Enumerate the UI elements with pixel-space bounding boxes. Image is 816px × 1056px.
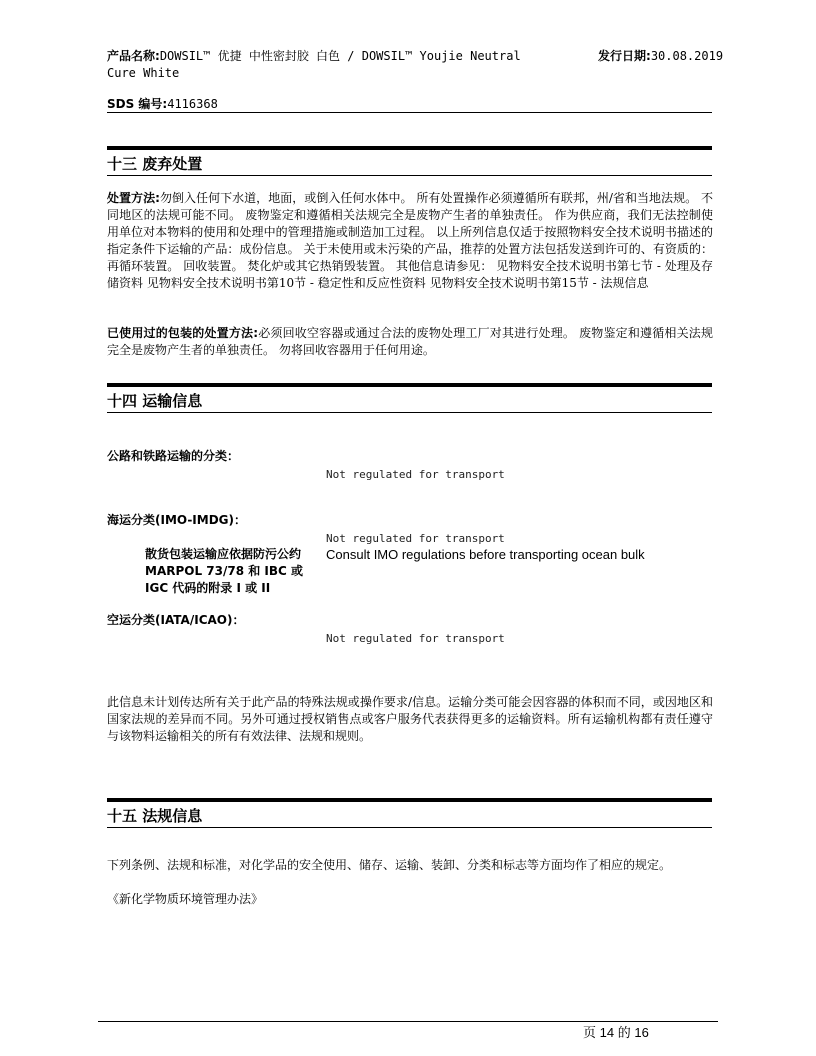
packaging-disposal-label: 已使用过的包装的处置方法: [107,326,259,340]
road-transport-value: Not regulated for transport [326,468,505,481]
air-transport-label: 空运分类(IATA/ICAO)： [107,613,245,627]
header-divider [107,112,712,113]
product-name: 产品名称:DOWSIL™ 优捷 中性密封胶 白色 / DOWSIL™ Youjie Neutral Cure White [107,49,521,80]
bulk-transport-label: 散货包装运输应依据防污公约 MARPOL 73/78 和 IBC 或 IGC 代码的附录 I 或 II [145,547,304,595]
regulations-intro: 下列条例、法规和标准，对化学品的安全使用、储存、运输、装卸、分类和标志等方面均作了相应的规定。 [107,858,672,872]
issue-date-value: 30.08.2019 [650,49,724,63]
product-name-line2: Cure White [107,66,180,80]
regulation-item: 《新化学物质环境管理办法》 [107,892,264,906]
packaging-disposal [107,325,713,359]
disposal-method-text: 勿倒入任何下水道，地面，或倒入任何水体中。 所有处置操作必须遵循所有联邦，州/省和当地法规。 不同地区的法规可能不同。 废物鉴定和遵循相关法规完全是废物产生者的单独责任。 作为供应商，我们无法控制使用单位对本物料的使用和处理中的管理措施或制造加工过程。 以上所列信息仅适于按照物料安全技术说明书描述的指定条件下运输的产品：成份信息。 关于未使用或未污染的产品，推荐的处置方法包括发送到许可的、有资质的： 再循环装置。 回收装置。 焚化炉或其它热销毁装置。 其他信息请参见： 见物料安全技术说明书第七节 - 处理及存储资料 见物料安全技术说明书第10节 - 稳定性和反应性资料 见物料安全技术说明书第15节 - 法规信息 [107,191,713,290]
section14-rule-top [107,383,712,387]
transport-note: 此信息未计划传达所有关于此产品的特殊法规或操作要求/信息。运输分类可能会因容器的体积而不同，或因地区和国家法规的差异而不同。另外可通过授权销售点或客户服务代表获得更多的运输资料。所有运输机构都有责任遵守与该物料运输相关的所有有效法律、法规和规则。 [107,695,713,743]
sds-number: SDS 编号:4116368 [107,97,218,111]
packaging-disposal-text: 必须回收空容器或通过合法的废物处理工厂对其进行处理。 废物鉴定和遵循相关法规完全是废物产生者的单独责任。 勿将回收容器用于任何用途。 [107,326,713,357]
page-number: 页 14 的 16 [583,1025,649,1040]
page-current: 14 [599,1025,615,1040]
issue-date: 发行日期:30.08.2019 [598,49,724,63]
sea-transport-value: Not regulated for transport [326,532,505,545]
section14-title: 十四 运输信息 [107,392,203,410]
disposal-method-label: 处置方法: [107,191,160,205]
section13-rule-bottom [107,175,712,176]
road-transport-label: 公路和铁路运输的分类： [107,449,240,463]
section13-title: 十三 废弃处置 [107,155,203,173]
sds-number-value: 4116368 [167,97,218,111]
sea-transport-label: 海运分类(IMO-IMDG)： [107,513,246,527]
air-transport-value: Not regulated for transport [326,632,505,645]
footer-divider [98,1021,718,1022]
section15-rule-top [107,798,712,802]
section14-rule-bottom [107,412,712,413]
section13-rule-top [107,146,712,150]
disposal-method [107,190,713,292]
section15-title: 十五 法规信息 [107,807,203,825]
section15-rule-bottom [107,827,712,828]
page-total: 16 [634,1025,649,1040]
bulk-transport-value: Consult IMO regulations before transporting ocean bulk [326,547,645,562]
product-name-line1: DOWSIL™ 优捷 中性密封胶 白色 / DOWSIL™ Youjie Neutral [159,49,521,63]
